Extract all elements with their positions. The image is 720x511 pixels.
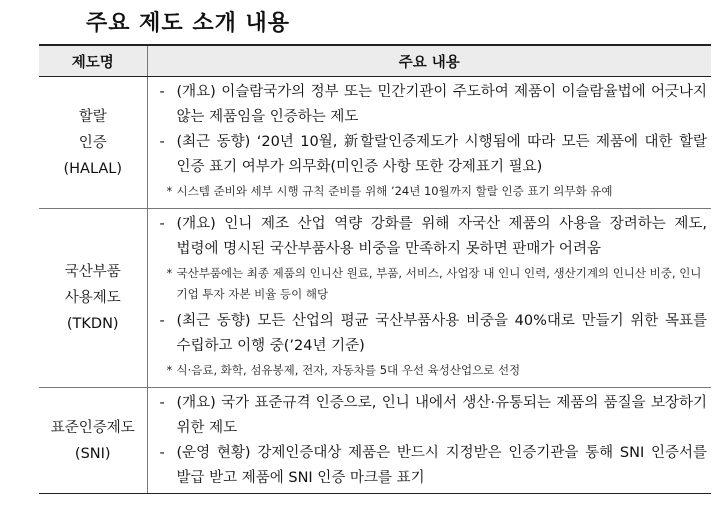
item-text: (최근 동향) 모든 산업의 평균 국산부품사용 비중을 40%대로 만들기 위한 목표를 수립하고 이행 중(’24년 기준) [176, 313, 707, 354]
footnote [148, 263, 712, 305]
dash-marker: - [159, 445, 165, 461]
footnote [148, 181, 712, 202]
table-header-row [39, 45, 711, 77]
table-row [39, 209, 711, 388]
asterisk-marker: * [166, 363, 173, 377]
content-item [148, 80, 712, 130]
item-text: (최근 동향) ‘20년 10월, 新할랄인증제도가 시행됨에 따라 모든 제품에 대한 할랄 인증 표기 여부가 의무화(미인증 사항 또한 강제표기 필요) [176, 134, 707, 175]
dash-marker: - [159, 134, 165, 150]
content-cell [147, 388, 711, 494]
dash-marker: - [159, 84, 165, 100]
system-name-cell [39, 209, 147, 388]
asterisk-marker: * [166, 184, 173, 198]
content-item [148, 130, 712, 180]
table-row [39, 388, 711, 494]
footnote-text: 시스템 준비와 세부 시행 규칙 준비를 위해 ’24년 10월까지 할랄 인증 표기 의무화 유예 [176, 184, 613, 198]
footnote [148, 360, 712, 381]
system-name-line: 표준인증제도 [50, 419, 135, 436]
dash-marker: - [159, 216, 165, 232]
system-name-line: 인증 [78, 134, 107, 151]
header-system-name: 제도명 [39, 45, 147, 77]
content-item [148, 309, 712, 359]
item-text: (운영 현황) 강제인증대상 제품은 반드시 지정받은 인증기관을 통해 SNI 인증서를 발급 받고 제품에 SNI 인증 마크를 표기 [176, 445, 707, 486]
content-item [148, 212, 712, 262]
system-name-line: 사용제도 [64, 290, 121, 306]
content-item [148, 391, 712, 441]
system-name-line: 할랄 [78, 108, 107, 125]
header-main-content: 주요 내용 [147, 45, 711, 77]
content-item [148, 441, 712, 491]
table-row [39, 77, 711, 209]
item-text: (개요) 이슬람국가의 정부 또는 민간기관이 주도하여 제품이 이슬람율법에 어긋나지 않는 제품임을 인증하는 제도 [176, 84, 707, 125]
policy-table [39, 44, 711, 494]
item-text: (개요) 인니 제조 산업 역량 강화를 위해 자국산 제품의 사용을 장려하는 제도, 법령에 명시된 국산부품사용 비중을 만족하지 못하면 판매가 어려움 [176, 216, 707, 257]
page-title: 주요 제도 소개 내용 [86, 11, 290, 36]
footnote-text: 국산부품에는 최종 제품의 인니산 원료, 부품, 서비스, 사업장 내 인니 인력, 생산기계의 인니산 비중, 인니 기업 투자 자본 비율 등이 해당 [176, 266, 702, 301]
dash-marker: - [159, 313, 165, 329]
system-name-line: (HALAL) [63, 160, 123, 177]
content-cell [147, 209, 711, 388]
item-text: (개요) 국가 표준규격 인증으로, 인니 내에서 생산·유통되는 제품의 품질을 보장하기 위한 제도 [176, 395, 707, 436]
system-name-line: 국산부품 [64, 264, 121, 280]
system-name-line: (TKDN) [66, 316, 119, 332]
system-name-cell [39, 77, 147, 209]
asterisk-marker: * [166, 266, 173, 280]
system-name-line: (SNI) [74, 445, 111, 462]
table-body [39, 77, 711, 494]
system-name-cell [39, 388, 147, 494]
footnote-text: 식·음료, 화학, 섬유봉제, 전자, 자동차를 5대 우선 육성산업으로 선정 [176, 363, 521, 377]
dash-marker: - [159, 395, 165, 411]
content-cell [147, 77, 711, 209]
